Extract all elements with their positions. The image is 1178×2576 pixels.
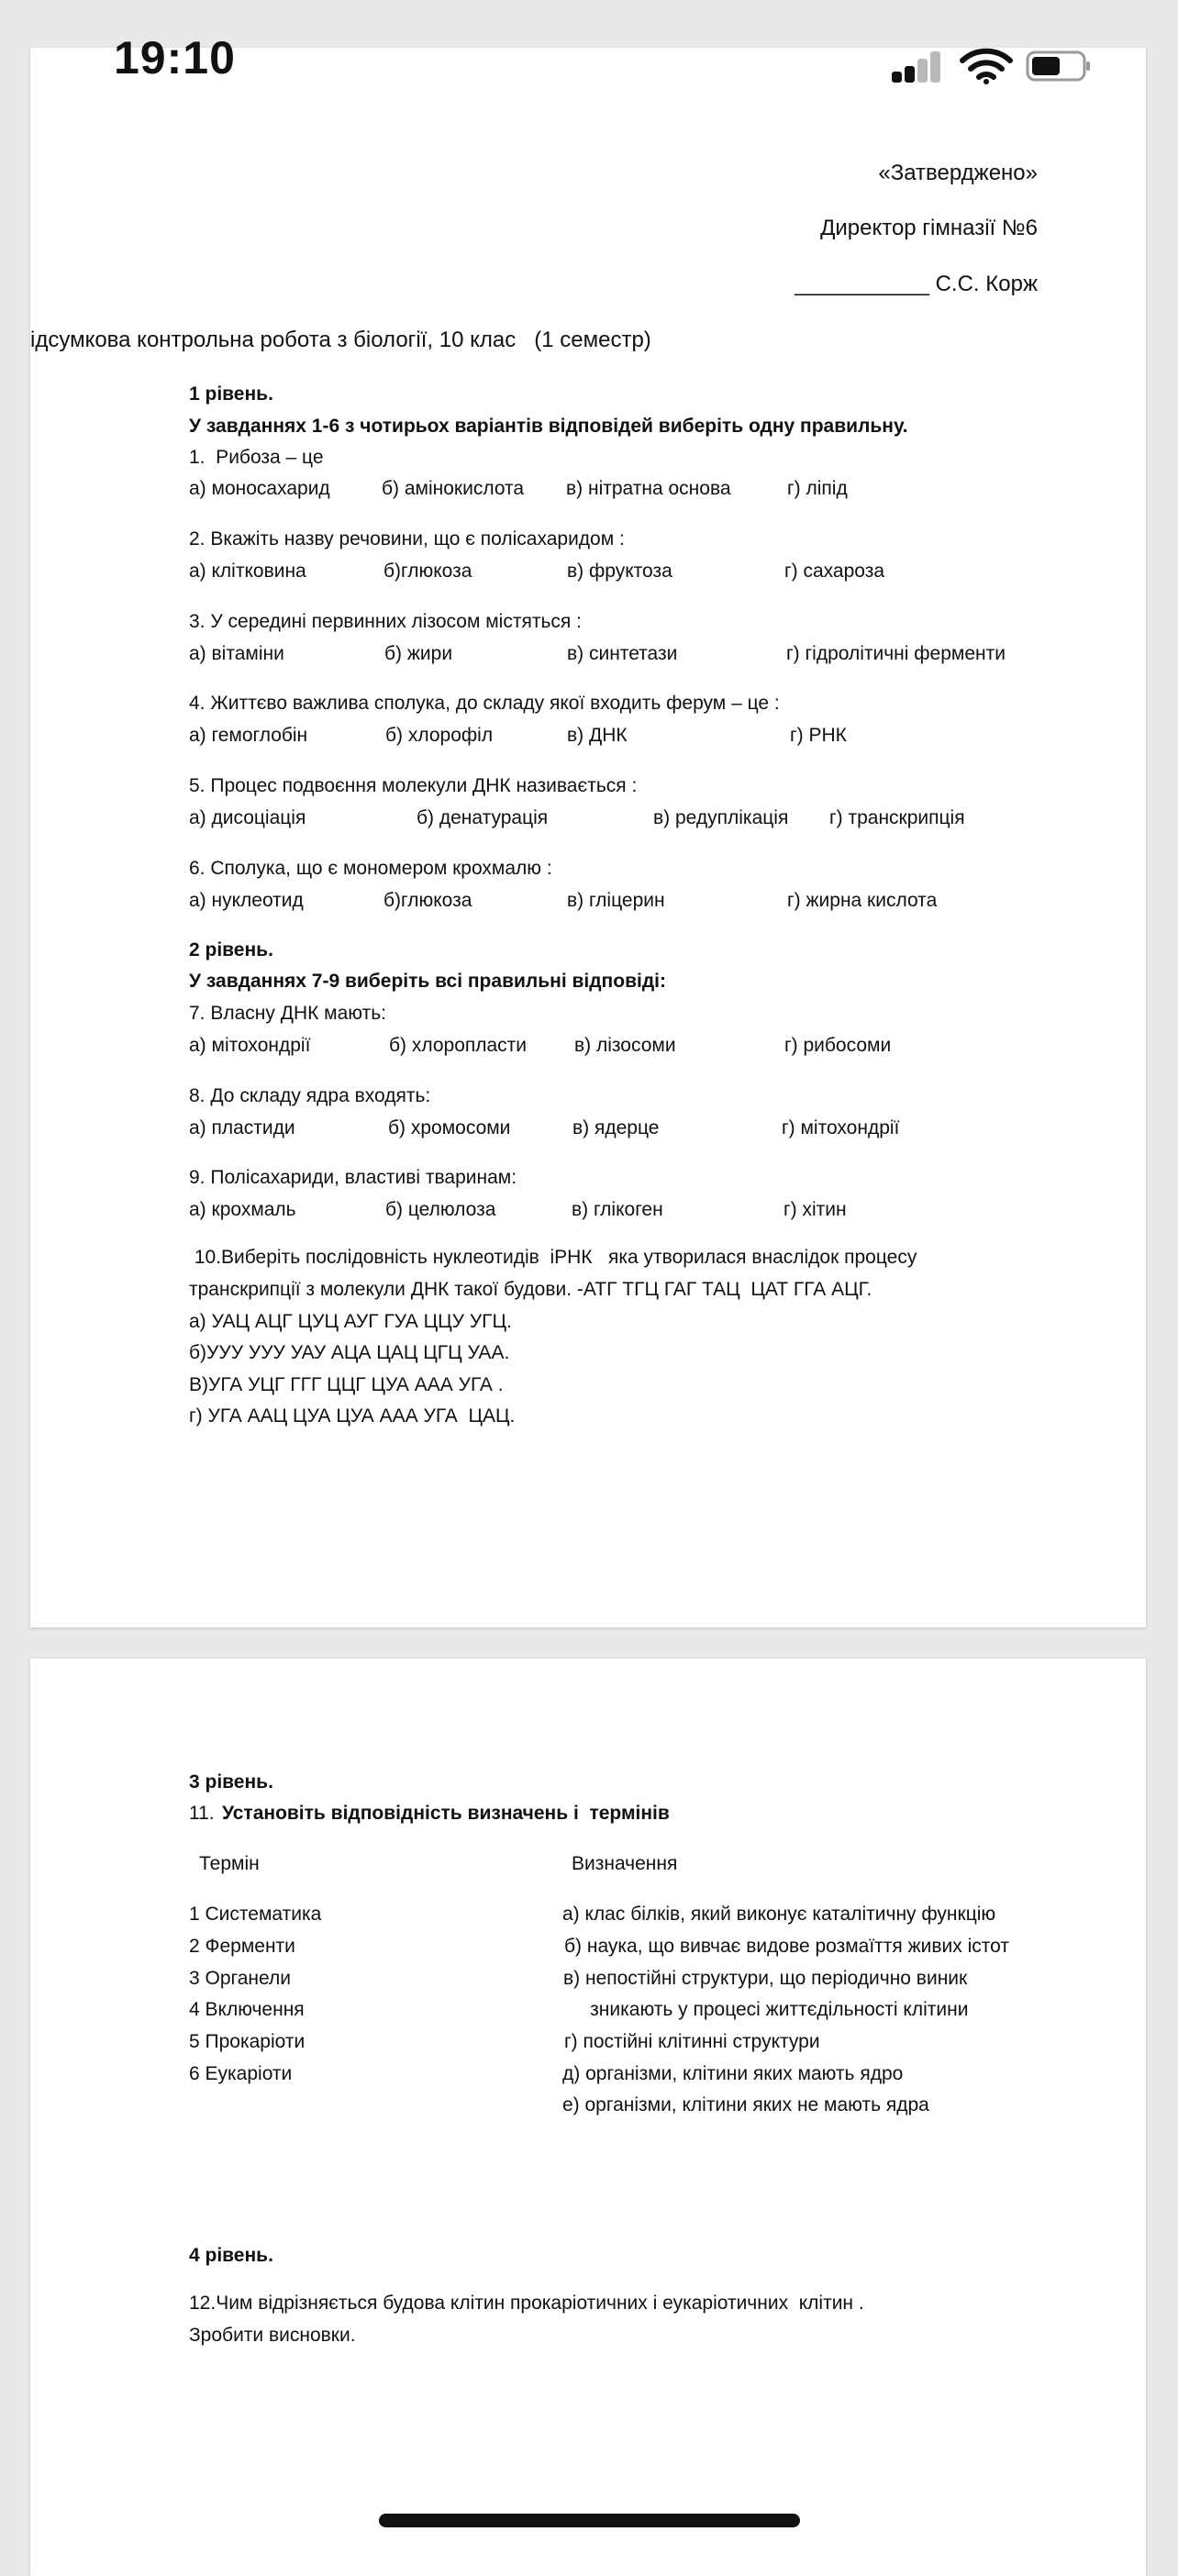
question-7: 7. Власну ДНК мають:: [189, 1003, 386, 1024]
term-item: 3 Органели: [189, 1968, 291, 1989]
q3-option-c: в) синтетази: [567, 643, 678, 664]
definition-item: г) постійні клітинні структури: [564, 2031, 820, 2052]
column-header-definition: Визначення: [572, 1853, 678, 1874]
q7-option-b: б) хлоропласти: [389, 1035, 528, 1056]
q3-option-d: г) гідролітичні ферменти: [786, 643, 1006, 664]
question-10-line-1: 10.Виберіть послідовність нуклеотидів іРНК яка утворилася внаслідок процесу: [189, 1247, 917, 1268]
level-3-heading: 3 рівень.: [189, 1771, 273, 1793]
q4-option-d: г) РНК: [790, 725, 847, 746]
question-8: 8. До складу ядра входять:: [189, 1085, 431, 1106]
q10-option-c: В)УГА УЦГ ГГГ ЦЦГ ЦУА ААА УГА .: [189, 1374, 504, 1395]
level-1-heading: 1 рівень.: [189, 383, 273, 405]
column-header-term: Термін: [199, 1853, 260, 1874]
battery-icon: [1026, 50, 1092, 82]
wifi-icon: [960, 48, 1013, 84]
level-2-instruction: У завданнях 7-9 виберіть всі правильні відповіді:: [189, 971, 666, 992]
q3-option-b: б) жири: [384, 643, 453, 664]
q6-option-b: б)глюкоза: [383, 890, 472, 911]
q9-option-a: а) крохмаль: [189, 1199, 296, 1220]
term-item: 2 Ферменти: [189, 1936, 295, 1957]
approval-stamp: «Затверджено»: [878, 161, 1038, 185]
q5-option-d: г) транскрипція: [829, 807, 965, 828]
q7-option-c: в) лізосоми: [574, 1035, 676, 1056]
document-page-1: [30, 48, 1146, 1627]
document-page-2: [30, 1659, 1146, 2576]
q5-option-a: а) дисоціація: [189, 807, 306, 828]
term-item: 1 Систематика: [189, 1904, 322, 1925]
question-3: 3. У середині первинних лізосом містяться :: [189, 611, 582, 632]
document-title: ідсумкова контрольна робота з біології, 10 клас (1 семестр): [30, 328, 651, 352]
question-11-number: 11.: [189, 1803, 215, 1824]
q6-option-a: а) нуклеотид: [189, 890, 304, 911]
status-bar: [0, 0, 1178, 92]
q1-option-b: б) амінокислота: [382, 478, 525, 499]
q7-option-d: г) рибосоми: [784, 1035, 892, 1056]
term-item: 4 Включення: [189, 1999, 305, 2020]
home-indicator[interactable]: [379, 2514, 800, 2527]
q4-option-b: б) хлорофіл: [385, 725, 494, 746]
level-2-heading: 2 рівень.: [189, 939, 273, 960]
signature-line: ___________ С.С. Корж: [795, 272, 1038, 296]
q10-option-b: б)УУУ УУУ УАУ АЦА ЦАЦ ЦГЦ УАА.: [189, 1342, 510, 1363]
q8-option-c: в) ядерце: [572, 1117, 660, 1138]
q2-option-b: б)глюкоза: [383, 561, 472, 582]
status-time: 19:10: [114, 32, 236, 83]
question-2: 2. Вкажіть назву речовини, що є полісахаридом :: [189, 528, 625, 550]
level-4-heading: 4 рівень.: [189, 2245, 273, 2266]
q9-option-d: г) хітин: [783, 1199, 847, 1220]
definition-item: в) непостійні структури, що періодично виник: [563, 1968, 968, 1989]
q8-option-a: а) пластиди: [189, 1117, 295, 1138]
q9-option-c: в) глікоген: [572, 1199, 663, 1220]
q2-option-c: в) фруктоза: [567, 561, 672, 582]
q5-option-b: б) денатурація: [417, 807, 549, 828]
cellular-signal-icon: [892, 51, 941, 83]
question-6: 6. Сполука, що є мономером крохмалю :: [189, 858, 552, 879]
q4-option-c: в) ДНК: [567, 725, 628, 746]
definition-item: е) організми, клітини яких не мають ядра: [562, 2094, 929, 2115]
question-12-line-1: 12.Чим відрізняється будова клітин прокаріотичних і еукаріотичних клітин .: [189, 2293, 864, 2314]
question-5: 5. Процес подвоєння молекули ДНК називається :: [189, 775, 638, 796]
question-4: 4. Життєво важлива сполука, до складу якої входить ферум – це :: [189, 693, 780, 714]
q1-option-a: а) моносахарид: [189, 478, 330, 499]
definition-item-continued: зникають у процесі життєдільності клітини: [563, 1999, 969, 2020]
q2-option-d: г) сахароза: [784, 561, 885, 582]
q1-option-d: г) ліпід: [787, 478, 848, 499]
question-12-line-2: Зробити висновки.: [189, 2325, 356, 2346]
q9-option-b: б) целюлоза: [385, 1199, 496, 1220]
q7-option-a: а) мітохондрії: [189, 1035, 311, 1056]
q3-option-a: а) вітаміни: [189, 643, 284, 664]
q6-option-d: г) жирна кислота: [787, 890, 938, 911]
q8-option-d: г) мітохондрії: [782, 1117, 900, 1138]
definition-item: д) організми, клітини яких мають ядро: [562, 2063, 904, 2084]
q10-option-d: г) УГА ААЦ ЦУА ЦУА ААА УГА ЦАЦ.: [189, 1405, 516, 1427]
q2-option-a: а) клітковина: [189, 561, 306, 582]
question-1: 1. Рибоза – це: [189, 447, 324, 468]
q4-option-a: а) гемоглобін: [189, 725, 308, 746]
q8-option-b: б) хромосоми: [388, 1117, 511, 1138]
q5-option-c: в) редуплікація: [653, 807, 789, 828]
q10-option-a: а) УАЦ АЦГ ЦУЦ АУГ ГУА ЦЦУ УГЦ.: [189, 1311, 512, 1332]
definition-item: а) клас білків, який виконує каталітичну функцію: [562, 1904, 996, 1925]
term-item: 6 Еукаріоти: [189, 2063, 293, 2084]
question-11-title: Установіть відповідність визначень і термінів: [222, 1803, 670, 1824]
level-1-instruction: У завданнях 1-6 з чотирьох варіантів відповідей виберіть одну правильну.: [189, 416, 908, 437]
director-title: Директор гімназії №6: [820, 216, 1038, 240]
question-9: 9. Полісахариди, властиві тваринам:: [189, 1167, 517, 1188]
question-10-line-2: транскрипції з молекули ДНК такої будови. -АТГ ТГЦ ГАГ ТАЦ ЦАТ ГГА АЦГ.: [189, 1279, 872, 1300]
q1-option-c: в) нітратна основа: [566, 478, 731, 499]
q6-option-c: в) гліцерин: [567, 890, 665, 911]
definition-item: б) наука, що вивчає видове розмаїття живих істот: [564, 1936, 1009, 1957]
term-item: 5 Прокаріоти: [189, 2031, 306, 2052]
